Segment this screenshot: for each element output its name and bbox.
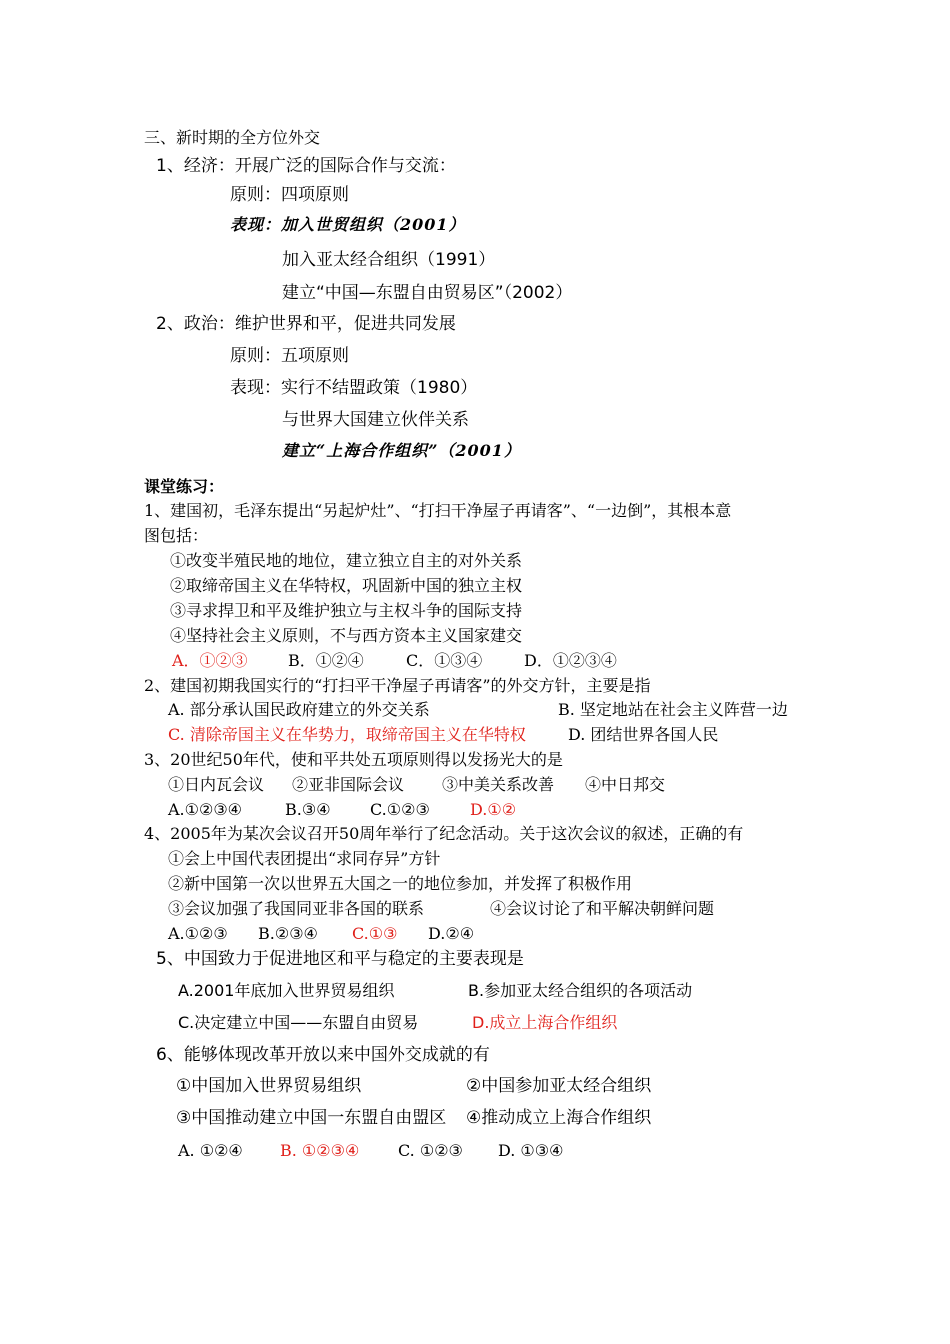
q1-option-d: D．①②③④ [524, 651, 617, 670]
econ-cafta: 建立“中国—东盟自由贸易区”（2002） [282, 283, 573, 303]
q4-statement-4: ④会议讨论了和平解决朝鲜问题 [490, 899, 715, 918]
q6-option-b: B. ①②③④ [280, 1141, 360, 1160]
practice-title: 课堂练习： [144, 477, 225, 496]
q3-statement-2: ②亚非国际会议 [292, 775, 405, 794]
q1-statement-1: ①改变半殖民地的地位，建立独立自主的对外关系 [170, 551, 523, 570]
q5-option-d: D.成立上海合作组织 [472, 1013, 618, 1032]
q4-option-c: C.①③ [352, 924, 398, 943]
politics-manifest: 表现：实行不结盟政策（1980） [230, 378, 478, 398]
q6-statement-2: ②中国参加亚太经合组织 [466, 1076, 652, 1096]
q3-statement-4: ④中日邦交 [585, 775, 666, 794]
q6-statement-3: ③中国推动建立中国一东盟自由盟区 [176, 1108, 447, 1128]
section-title: 三、新时期的全方位外交 [144, 128, 321, 147]
q3-option-a: A.①②③④ [168, 800, 243, 819]
q4-statement-3: ③会议加强了我国同亚非各国的联系 [168, 899, 425, 918]
q1-stem: 1、建国初，毛泽东提出“另起炉灶”、“打扫干净屋子再请客”、“一边倒”，其根本意 [144, 501, 732, 520]
q2-option-a: A. 部分承认国民政府建立的外交关系 [168, 700, 430, 719]
q4-statement-2: ②新中国第一次以世界五大国之一的地位参加，并发挥了积极作用 [168, 874, 633, 893]
q3-stem: 3、20世纪50年代，使和平共处五项原则得以发扬光大的是 [144, 750, 563, 769]
econ-manifest: 表现：加入世贸组织（2001） [230, 215, 466, 234]
q1-statement-3: ③寻求捍卫和平及维护独立与主权斗争的国际支持 [170, 601, 523, 620]
q6-option-c: C. ①②③ [398, 1141, 463, 1160]
q3-option-d: D.①② [470, 800, 517, 819]
politics-principle: 原则：五项原则 [230, 346, 349, 366]
q3-statement-3: ③中美关系改善 [442, 775, 555, 794]
q1-statement-4: ④坚持社会主义原则，不与西方资本主义国家建交 [170, 626, 523, 645]
econ-heading: 1、经济：开展广泛的国际合作与交流： [156, 156, 456, 176]
politics-sco: 建立“上海合作组织”（2001） [282, 441, 521, 460]
econ-apec: 加入亚太经合组织（1991） [282, 250, 496, 270]
q2-option-c: C. 清除帝国主义在华势力，取缔帝国主义在华特权 [168, 725, 526, 744]
q6-stem: 6、能够体现改革开放以来中国外交成就的有 [156, 1045, 490, 1065]
q4-stem: 4、2005年为某次会议召开50周年举行了纪念活动。关于这次会议的叙述，正确的有 [144, 824, 744, 843]
q3-option-c: C.①②③ [370, 800, 430, 819]
q2-option-b: B. 坚定地站在社会主义阵营一边 [558, 700, 788, 719]
q4-option-b: B.②③④ [258, 924, 318, 943]
q5-option-b: B.参加亚太经合组织的各项活动 [468, 981, 693, 1000]
q5-stem: 5、中国致力于促进地区和平与稳定的主要表现是 [156, 949, 524, 969]
q3-option-b: B.③④ [285, 800, 331, 819]
q2-option-d: D. 团结世界各国人民 [568, 725, 719, 744]
q5-option-c: C.决定建立中国——东盟自由贸易 [178, 1013, 419, 1032]
q1-option-a: A．①②③ [172, 651, 248, 670]
q6-statement-4: ④推动成立上海合作组织 [466, 1108, 652, 1128]
q3-statement-1: ①日内瓦会议 [168, 775, 265, 794]
q6-option-a: A. ①②④ [178, 1141, 243, 1160]
econ-principle: 原则：四项原则 [230, 185, 349, 205]
politics-heading: 2、政治：维护世界和平，促进共同发展 [156, 314, 456, 334]
q6-statement-1: ①中国加入世界贸易组织 [176, 1076, 362, 1096]
q1-stem-cont: 图包括： [144, 526, 209, 545]
q6-option-d: D. ①③④ [498, 1141, 564, 1160]
q2-stem: 2、建国初期我国实行的“打扫平干净屋子再请客”的外交方针，主要是指 [144, 676, 651, 695]
q5-option-a: A.2001年底加入世界贸易组织 [178, 981, 395, 1000]
q1-option-c: C．①③④ [406, 651, 483, 670]
politics-partner: 与世界大国建立伙伴关系 [282, 410, 469, 430]
q4-option-d: D.②④ [428, 924, 475, 943]
q1-statement-2: ②取缔帝国主义在华特权，巩固新中国的独立主权 [170, 576, 523, 595]
q4-statement-1: ①会上中国代表团提出“求同存异”方针 [168, 849, 441, 868]
q1-option-b: B．①②④ [288, 651, 364, 670]
q4-option-a: A.①②③ [168, 924, 228, 943]
